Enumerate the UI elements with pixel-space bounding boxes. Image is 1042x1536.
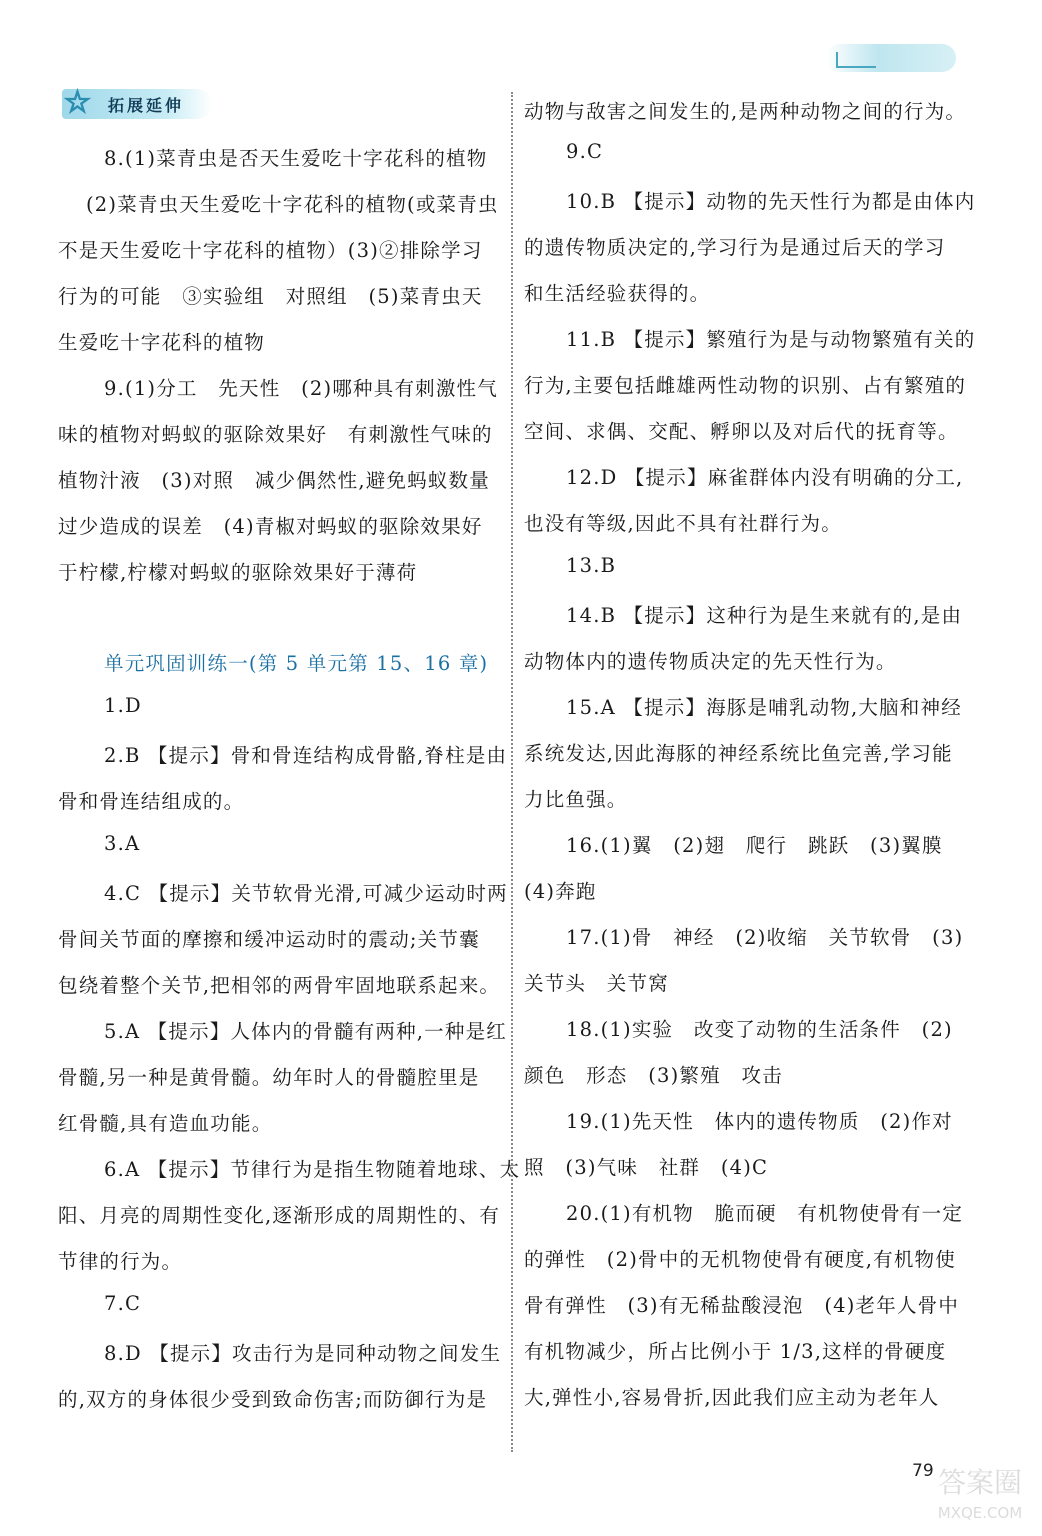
section-banner (62, 85, 212, 120)
text-line: 不是天生爱吃十字花科的植物）(3)②排除学习 (58, 239, 483, 262)
section-title: 拓展延伸 (108, 96, 185, 115)
text-line: 骨和骨连结组成的。 (58, 790, 245, 813)
text-line: 和生活经验获得的。 (524, 282, 711, 305)
text-line: 16.(1)翼 (2)翅 爬行 跳跃 (3)翼膜 (566, 834, 943, 857)
text-line: 17.(1)骨 神经 (2)收缩 关节软骨 (3) (566, 926, 964, 949)
text-line: 12.D 【提示】麻雀群体内没有明确的分工, (566, 466, 964, 489)
header-decoration (826, 44, 956, 72)
text-line: 骨髓,另一种是黄骨髓。幼年时人的骨髓腔里是 (58, 1066, 480, 1089)
text-line: 15.A 【提示】海豚是哺乳动物,大脑和神经 (566, 696, 962, 719)
text-line: 1.D (104, 694, 142, 717)
text-line: 有机物减少，所占比例小于 1/3,这样的骨硬度 (524, 1340, 947, 1363)
text-line: 植物汁液 (3)对照 减少偶然性,避免蚂蚁数量 (58, 469, 490, 492)
text-line: 7.C (104, 1292, 142, 1315)
text-line: 9.C (566, 140, 604, 163)
text-line: 骨有弹性 (3)有无稀盐酸浸泡 (4)老年人骨中 (524, 1294, 960, 1317)
text-line: 8.(1)菜青虫是否天生爱吃十字花科的植物 (104, 147, 488, 170)
text-line: 颜色 形态 (3)繁殖 攻击 (524, 1064, 783, 1087)
text-line: 于柠檬,柠檬对蚂蚁的驱除效果好于薄荷 (58, 561, 418, 584)
page-number: 79 (912, 1461, 934, 1481)
text-line: 动物体内的遗传物质决定的先天性行为。 (524, 650, 897, 673)
text-line: 系统发达,因此海豚的神经系统比鱼完善,学习能 (524, 742, 953, 765)
text-line: 骨间关节面的摩擦和缓冲运动时的震动;关节囊 (58, 928, 480, 951)
text-line: 包绕着整个关节,把相邻的两骨牢固地联系起来。 (58, 974, 501, 997)
text-line: 大,弹性小,容易骨折,因此我们应主动为老年人 (524, 1386, 940, 1409)
text-line: 13.B (566, 554, 617, 577)
text-line: 动物与敌害之间发生的,是两种动物之间的行为。 (524, 100, 967, 123)
text-line: 行为,主要包括雌雄两性动物的识别、占有繁殖的 (524, 374, 967, 397)
text-line: 照 (3)气味 社群 (4)C (524, 1156, 769, 1179)
text-line: 14.B 【提示】这种行为是生来就有的,是由 (566, 604, 963, 627)
text-line: 19.(1)先天性 体内的遗传物质 (2)作对 (566, 1110, 953, 1133)
star-icon: ☆ (64, 85, 91, 120)
text-line: 也没有等级,因此不具有社群行为。 (524, 512, 842, 535)
text-line: 3.A (104, 832, 141, 855)
text-line: 过少造成的误差 (4)青椒对蚂蚁的驱除效果好 (58, 515, 483, 538)
unit-title: 单元巩固训练一(第 5 单元第 15、16 章) (104, 652, 489, 675)
text-line: 18.(1)实验 改变了动物的生活条件 (2) (566, 1018, 953, 1041)
text-line: 节律的行为。 (58, 1250, 183, 1273)
text-line: 11.B 【提示】繁殖行为是与动物繁殖有关的 (566, 328, 976, 351)
text-line: 2.B 【提示】骨和骨连结构成骨骼,脊柱是由 (104, 744, 508, 767)
text-line: 4.C 【提示】关节软骨光滑,可减少运动时两 (104, 882, 508, 905)
text-line: 的,双方的身体很少受到致命伤害;而防御行为是 (58, 1388, 488, 1411)
column-divider (511, 92, 513, 1452)
text-line: 8.D 【提示】攻击行为是同种动物之间发生 (104, 1342, 502, 1365)
text-line: 关节头 关节窝 (524, 972, 669, 995)
text-line: (2)菜青虫天生爱吃十字花科的植物(或菜青虫 (86, 193, 499, 216)
text-line: 9.(1)分工 先天性 (2)哪种具有刺激性气 (104, 377, 498, 400)
text-line: 6.A 【提示】节律行为是指生物随着地球、太 (104, 1158, 521, 1181)
text-line: 的遗传物质决定的,学习行为是通过后天的学习 (524, 236, 946, 259)
watermark-text: 答案圈 (937, 1466, 1023, 1499)
text-line: 20.(1)有机物 脆而硬 有机物使骨有一定 (566, 1202, 964, 1225)
watermark-logo (930, 1452, 1030, 1526)
text-line: 红骨髓,具有造血功能。 (58, 1112, 273, 1135)
text-line: 生爱吃十字花科的植物 (58, 331, 266, 354)
text-line: 味的植物对蚂蚁的驱除效果好 有刺激性气味的 (58, 423, 493, 446)
text-line: 空间、求偶、交配、孵卵以及对后代的抚育等。 (524, 420, 959, 443)
text-line: 10.B 【提示】动物的先天性行为都是由体内 (566, 190, 976, 213)
text-line: (4)奔跑 (524, 880, 597, 903)
text-line: 阳、月亮的周期性变化,逐渐形成的周期性的、有 (58, 1204, 501, 1227)
text-line: 的弹性 (2)骨中的无机物使骨有硬度,有机物使 (524, 1248, 956, 1271)
text-line: 5.A 【提示】人体内的骨髓有两种,一种是红 (104, 1020, 507, 1043)
text-line: 行为的可能 ③实验组 对照组 (5)菜青虫天 (58, 285, 483, 308)
text-line: 力比鱼强。 (524, 788, 628, 811)
watermark-url: MXQE.COM (937, 1504, 1023, 1522)
